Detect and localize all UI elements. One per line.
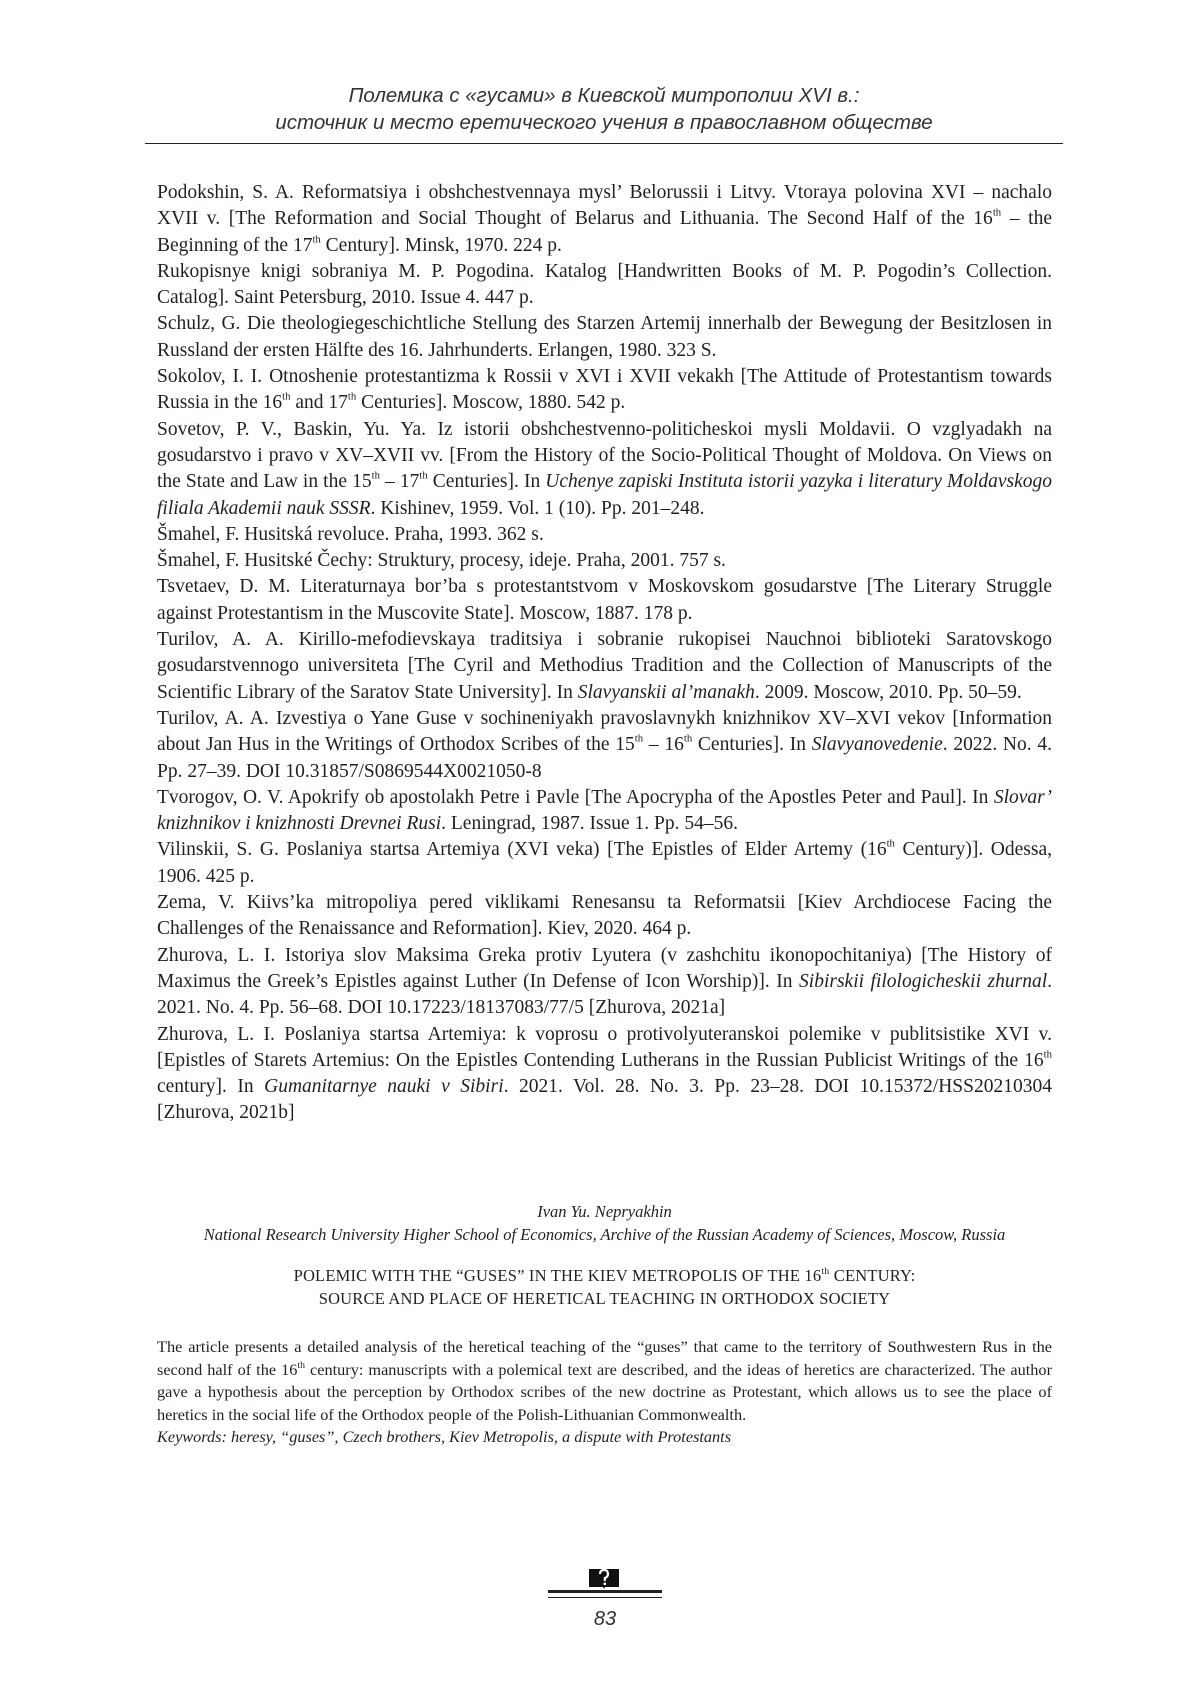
author-block [157, 1200, 1052, 1246]
reference-text: Vilinskii, S. G. Poslaniya startsa Artemiya (XVI veka) [The Epistles of Elder Artemy (16 [157, 839, 887, 861]
reference-text: . Leningrad, 1987. Issue 1. Pp. 54–56. [441, 813, 738, 835]
reference-entry [157, 943, 1052, 1022]
reference-entry [157, 785, 1052, 838]
reference-entry [157, 417, 1052, 522]
reference-entry [157, 364, 1052, 417]
reference-italic-title: Slavyanovedenie [811, 734, 943, 756]
keywords: Keywords: heresy, “guses”, Czech brothers, Kiev Metropolis, a dispute with Protestants [157, 1427, 732, 1447]
footer-rule [548, 1590, 662, 1593]
reference-superscript: th [992, 206, 1002, 219]
reference-text: . Kishinev, 1959. Vol. 1 (10). Pp. 201–248. [370, 497, 705, 519]
reference-entry [157, 706, 1052, 785]
english-title [157, 1264, 1052, 1310]
title-part: POLEMIC WITH THE “GUSES” IN THE KIEV METROPOLIS OF THE 16 [293, 1266, 822, 1285]
reference-entry [157, 522, 1052, 548]
title-superscript: th [821, 1266, 830, 1278]
reference-text: Tsvetaev, D. M. Literaturnaya bor’ba s protestantstvom v Moskovskom gosudarstve [The Literary Struggle against Protestantism in the Muscovite State]. Moscow, 1887. 178 p. [157, 576, 1052, 624]
reference-text: Century]. Minsk, 1970. 224 p. [320, 234, 562, 256]
reference-entry [157, 837, 1052, 890]
reference-text: Šmahel, F. Husitská revoluce. Praha, 1993. 362 s. [157, 523, 544, 545]
abstract-superscript: th [297, 1359, 305, 1371]
reference-text: Schulz, G. Die theologiegeschichtliche Stellung des Starzen Artemij innerhalb der Bewegung der Besitzlosen in Russland der ersten Hälfte des 16. Jahrhunderts. Erlangen, 1980. 323 S. [157, 313, 1052, 361]
reference-text: Rukopisnye knigi sobraniya M. P. Pogodina. Katalog [Handwritten Books of M. P. Pogodin’s Collection. Catalog]. Saint Petersburg, 2010. Issue 4. 447 p. [157, 260, 1052, 309]
reference-superscript: th [312, 233, 321, 246]
reference-text: Zema, V. Kiivs’ka mitropoliya pered viklikami Renesansu ta Reformatsii [Kiev Archdiocese Facing the Challenges of the Renaissance and Reformation]. Kiev, 2020. 464 p. [157, 892, 1052, 940]
reference-text: Šmahel, F. Husitské Čechy: Struktury, procesy, ideje. Praha, 2001. 757 s. [157, 550, 726, 572]
references-list [157, 180, 1052, 1127]
reference-text: . 2021. No. 4. Pp. 56–68. DOI 10.17223/18137083/77/5 [Zhurova, 2021a] [157, 970, 1052, 1019]
reference-text: Podokshin, S. A. Reformatsiya i obshchestvennaya mysl’ Belorussii i Litvy. Vtoraya polovina XVI – nachalo XVII v. [The Reformation and Social Thought of Belarus and Lithuania. The Second Half of the 16 [157, 182, 1052, 230]
reference-text: Zhurova, L. I. Istoriya slov Maksima Greka protiv Lyutera (v zashchitu ikonopochitaniya) [The History of Maximus the Greek’s Epistles against Luther (In Defense of Icon Worship)]. In [157, 944, 1052, 992]
reference-text: Turilov, A. A. Izvestiya o Yane Guse v sochineniyakh pravoslavnykh knizhnikov XV–XVI vekov [Information about Jan Hus in the Writings of Orthodox Scribes of the 15 [157, 707, 1052, 756]
reference-entry [157, 311, 1052, 364]
running-header-line-2: источник и место еретического учения в православном обществе [275, 111, 933, 134]
reference-superscript: th [886, 837, 895, 850]
running-header [145, 82, 1063, 136]
author-name: Ivan Yu. Nepryakhin [537, 1202, 672, 1221]
author-affiliation: National Research University Higher School of Economics, Archive of the Russian Academy of Sciences, Moscow, Russia [203, 1225, 1006, 1244]
reference-superscript: th [634, 732, 644, 745]
abstract-text [157, 1336, 1052, 1426]
reference-entry [157, 180, 1052, 259]
reference-entry [157, 574, 1052, 627]
reference-text: – 16 [643, 734, 684, 756]
reference-text: Sovetov, P. V., Baskin, Yu. Ya. Iz istorii obshchestvenno-politicheskoi mysli Moldavii. O vzglyadakh na gosudarstvo i pravo v XV–XVII vv. [From the History of the Socio-Political Thought of Moldova. On Views on the State and Law in the 15 [157, 418, 1052, 493]
abstract-part: century: manuscripts with a polemical text are described, and the ideas of heretics are characterized. The author gave a hypothesis about the perception by Orthodox scribes of the new doctrine as Protestant, which allows us to see the place of heretics in the social life of the Orthodox people of the Polish-Lithuanian Commonwealth. [157, 1359, 1052, 1424]
reference-superscript: th [371, 469, 380, 482]
abstract-part: The article presents a detailed analysis of the heretical teaching of the “guses” that came to the territory of Southwestern Rus in the second half of the 16 [157, 1337, 1052, 1379]
reference-text: Tvorogov, O. V. Apokrify ob apostolakh Petre i Pavle [The Apocrypha of the Apostles Peter and Paul]. In [157, 786, 994, 808]
running-header-line-1: Полемика с «гусами» в Киевской митрополии XVI в.: [348, 84, 860, 107]
reference-entry [157, 627, 1052, 706]
reference-text: Centuries]. In [692, 734, 812, 756]
reference-text: – the Beginning of the 17 [157, 208, 1052, 256]
reference-text: Sokolov, I. I. Otnoshenie protestantizma k Rossii v XVI i XVII vekakh [The Attitude of Protestantism towards Russia in the 16 [157, 366, 1052, 414]
reference-text: Centuries]. Moscow, 1880. 542 p. [356, 392, 626, 414]
reference-superscript: th [1043, 1048, 1052, 1061]
reference-italic-title: Uchenye zapiski Instituta istorii yazyka i literatury Moldavskogo filiala Akademii nauk SSSR [157, 471, 1053, 519]
english-title-line-1 [157, 1264, 1052, 1287]
reference-superscript: th [282, 390, 291, 403]
reference-italic-title: Gumanitarnye nauki v Sibiri [264, 1076, 504, 1098]
reference-italic-title: Sibirskii filologicheskii zhurnal [799, 970, 1048, 992]
reference-entry [157, 259, 1052, 312]
book-question-mark-icon [588, 1565, 620, 1589]
reference-superscript: th [347, 390, 357, 403]
reference-text: century]. In [157, 1076, 265, 1098]
abstract [157, 1336, 1052, 1449]
reference-text: . 2022. No. 4. Pp. 27–39. DOI 10.31857/S0869544X0021050-8 [157, 734, 1052, 782]
page-number: 83 [593, 1608, 617, 1630]
reference-entry [157, 548, 1052, 574]
reference-text: Century)]. Odessa, 1906. 425 p. [157, 839, 1052, 887]
reference-text: and 17 [290, 392, 348, 414]
reference-text: . 2009. Moscow, 2010. Pp. 50–59. [754, 681, 1022, 703]
reference-text: Turilov, A. A. Kirillo-mefodievskaya traditsiya i sobranie rukopisei Nauchnoi biblioteki Saratovskogo gosudarstvennogo universiteta [The Cyril and Methodius Tradition and the Collection of Manuscripts of the Scientific Library of the Saratov State University]. In [157, 629, 1052, 703]
reference-text: Centuries]. In [427, 471, 546, 493]
reference-entry [157, 890, 1052, 943]
footer-rule-thin [548, 1597, 662, 1598]
reference-italic-title: Slovar’ knizhnikov i knizhnosti Drevnei Rusi [157, 786, 1052, 835]
reference-italic-title: Slavyanskii al’manakh [577, 681, 755, 703]
header-rule [145, 143, 1063, 144]
title-part: CENTURY: [829, 1266, 916, 1285]
reference-text: . 2021. Vol. 28. No. 3. Pp. 23–28. DOI 10.15372/HSS20210304 [Zhurova, 2021b] [157, 1076, 1052, 1124]
reference-text: Zhurova, L. I. Poslaniya startsa Artemiya: k voprosu o protivolyuteranskoi polemike v publitsistike XVI v. [Epistles of Starets Artemius: On the Epistles Contending Lutherans in the Russian Publicist Writings of the 16 [157, 1023, 1052, 1071]
english-title-line-2: SOURCE AND PLACE OF HERETICAL TEACHING IN ORTHODOX SOCIETY [318, 1289, 891, 1308]
reference-entry [157, 1022, 1052, 1127]
reference-superscript: th [419, 469, 428, 482]
reference-superscript: th [683, 732, 693, 745]
reference-text: – 17 [379, 471, 420, 493]
